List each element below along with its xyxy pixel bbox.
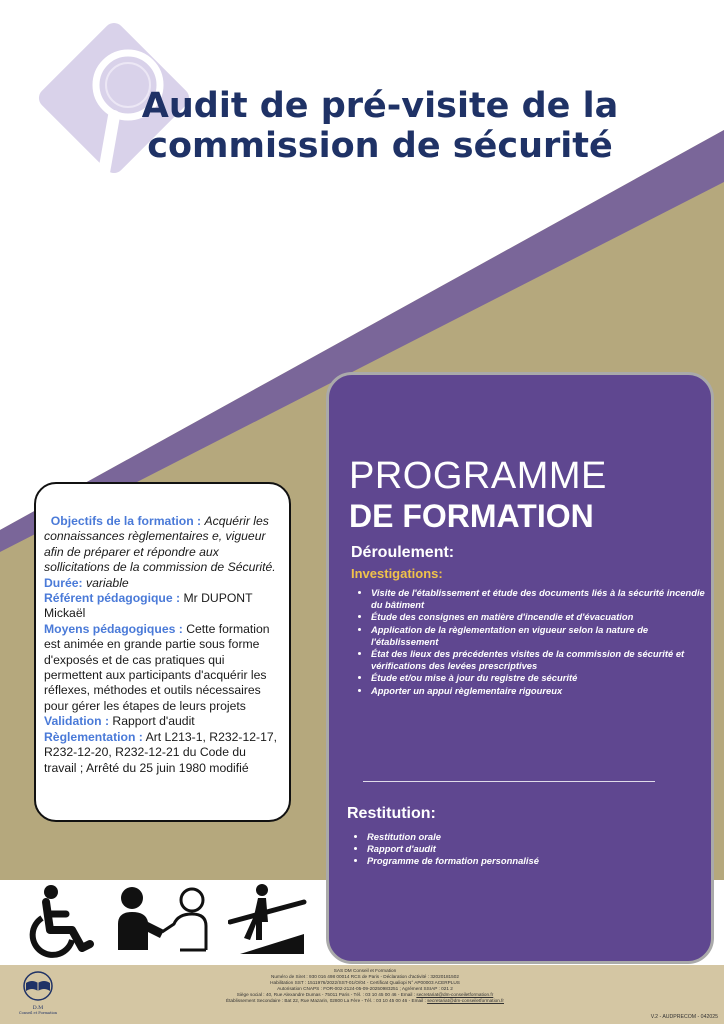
formation-heading: DE FORMATION — [349, 498, 594, 534]
referent-paragraph — [44, 591, 281, 622]
duree-text: variable — [86, 575, 129, 590]
list-item: • Programme de formation personnalisé — [367, 855, 667, 867]
list-item: • Étude et/ou mise à jour du registre de sécurité — [371, 672, 711, 684]
moyens-text: Cette formation est animée en grande partie sous forme d'exposés et de cas pratiques qui permettent aux participants d'acquérir les réflexes, méthodes et outils nécessaires pour gérer les étapes de leurs projets — [44, 621, 270, 713]
logo-text: D.M — [32, 1005, 44, 1011]
validation-paragraph — [44, 714, 281, 729]
list-item: • Rapport d'audit — [367, 843, 667, 855]
referent-text: Mr DUPONT Mickaël — [44, 591, 253, 621]
objectifs-text: Acquérir les connaissances règlementaires e, vigueur afin de préparer et répondre aux sollicitations de la commission de Sécurité. — [44, 514, 276, 575]
investigations-heading: Investigations: — [351, 566, 443, 581]
footer-line: Numéro de Siret : 930 016 498 00014 RCS de Paris - Déclaration d'activité : 32020181502 — [271, 974, 459, 980]
info-box — [34, 482, 291, 822]
assistance-icon — [114, 886, 210, 952]
footer-email-link[interactable]: secretariat@dm-conseiletformation.fr — [416, 992, 494, 998]
logo-subtext: Conseil et Formation — [18, 1011, 58, 1015]
reglementation-label: Règlementation : — [44, 729, 143, 744]
footer — [0, 965, 724, 1024]
reglementation-paragraph — [44, 730, 281, 776]
objectifs-paragraph — [44, 514, 281, 576]
list-item: • Restitution orale — [367, 831, 667, 843]
list-item: • Application de la règlementation en vigueur selon la nature de l'établissement — [371, 624, 711, 648]
list-item: • Apporter un appui règlementaire rigoureux — [371, 685, 711, 697]
divider — [363, 781, 655, 782]
footer-legal-text — [150, 968, 580, 1005]
wheelchair-icon — [28, 882, 98, 958]
footer-email-link[interactable]: secretariat@dm-conseiletformation.fr — [427, 998, 504, 1004]
validation-label: Validation : — [44, 714, 110, 729]
duree-label: Durée: — [44, 575, 83, 590]
validation-text: Rapport d'audit — [112, 714, 195, 729]
programme-heading: PROGRAMME — [349, 455, 607, 497]
footer-line: Autorisation CNAPS : FOR-002-2124-05-09-20250983251 ; Agrément SSIAP : 021 2 — [277, 986, 453, 992]
restitution-list — [351, 831, 667, 868]
list-item: • État des lieux des précédentes visites de la commission de sécurité et vérifications des levées prescriptives — [371, 648, 711, 672]
restitution-heading: Restitution: — [347, 805, 436, 822]
title-line-2: commission de sécurité — [147, 126, 613, 166]
deroulement-heading: Déroulement: — [351, 544, 455, 561]
referent-label: Référent pédagogique : — [44, 591, 181, 606]
title-line-1: Audit de pré-visite de la — [141, 86, 619, 126]
footer-line: SAS DM Conseil et Formation — [333, 968, 397, 973]
objectifs-label: Objectifs de la formation : — [50, 514, 202, 528]
footer-address-secondary: Établissement Secondaire : Bat 22, Rue Mazarin, 02800 La Fère - Tél. : 03 10 45 00 46 - Email : — [226, 998, 426, 1004]
duree-paragraph — [44, 576, 281, 591]
programme-card — [326, 372, 714, 964]
list-item: • Étude des consignes en matière d'incendie et d'évacuation — [371, 611, 711, 623]
footer-line — [150, 998, 580, 1004]
footer-address: Siège social : 40, Rue Alexandre Dumas - 75011 Paris - Tél. : 03 10 45 00 46 - Email : — [236, 992, 416, 998]
moyens-label: Moyens pédagogiques : — [44, 621, 183, 636]
page-title — [120, 86, 640, 166]
footer-line: Habilitation SST : 1511976/2022/SST-01/O/04 - Certificat Qualiopi N° AP00003 ACERPLUS — [270, 980, 460, 986]
stairs-handrail-icon — [228, 882, 308, 956]
investigations-list — [355, 587, 711, 697]
company-logo — [14, 969, 62, 1019]
moyens-paragraph — [44, 622, 281, 714]
list-item: • Visite de l'établissement et étude des documents liés à la sécurité incendie du bâtiment — [371, 587, 711, 611]
document-reference: V.2 - AUDPRECOM - 042025 — [650, 1014, 718, 1020]
book-emblem-icon — [14, 969, 62, 1005]
reglementation-text: Art L213-1, R232-12-17, R232-12-20, R232-12-21 du Code du travail ; Arrêté du 25 juin 1980 modifié — [44, 729, 278, 775]
